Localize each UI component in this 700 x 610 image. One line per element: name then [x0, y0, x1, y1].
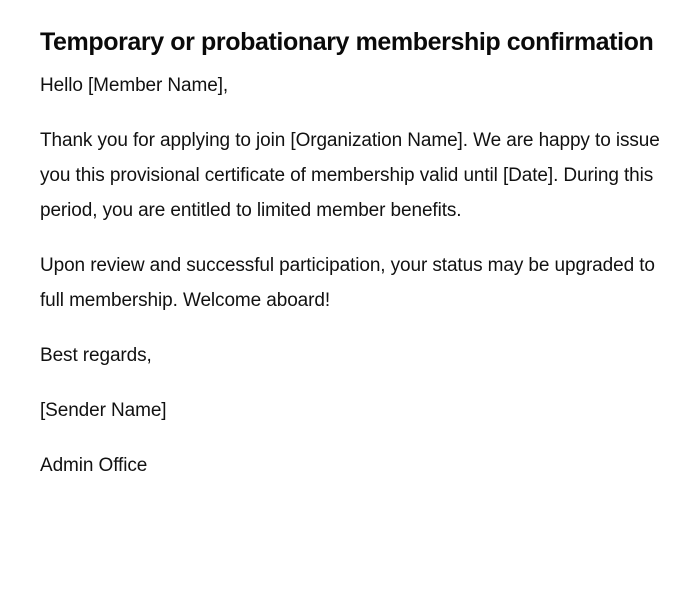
body-paragraph-1: Thank you for applying to join [Organization Name]. We are happy to issue you this provisional certificate of membership valid until [Date]. During this period, you are entitled to limited member benefits.: [40, 130, 660, 221]
sender-department: Admin Office: [40, 455, 148, 476]
document-title: Temporary or probationary membership confirmation: [40, 28, 654, 56]
greeting: Hello [Member Name],: [40, 75, 229, 96]
body-paragraph-2: Upon review and successful participation, your status may be upgraded to full membership. Welcome aboard!: [40, 255, 655, 311]
closing: Best regards,: [40, 345, 152, 366]
sender-name: [Sender Name]: [40, 400, 167, 421]
